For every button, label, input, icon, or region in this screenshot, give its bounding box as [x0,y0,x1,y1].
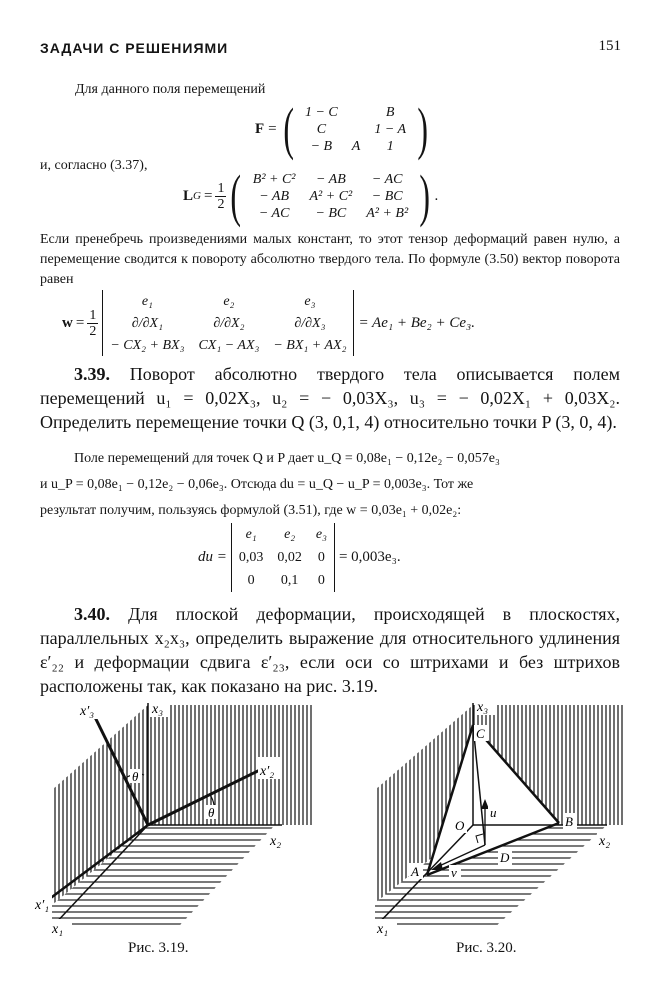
matrix-cell: − BX₁ + AX₂ [273,337,347,353]
right-paren: ) [417,96,429,161]
matrix-cell: − BC [315,205,347,221]
figure-3-19-caption: Рис. 3.19. [128,940,189,956]
matrix-cell: A² + B² [366,205,409,221]
label-x2: x₂ [599,834,611,849]
label-vector-u: u [490,805,497,820]
label-point-a: A [411,864,419,879]
solution-line: и u_P = 0,08e₁ − 0,12e₂ − 0,06e₃. Отсюда du = u_Q − u_P = 0,003e₃. Тот же [40,477,474,492]
matrix-f [298,104,413,155]
matrix-cell: − AB [315,171,346,187]
w-label: w [62,314,73,331]
label-x1: x₁ [377,922,389,937]
basis-vector: e₁ [245,527,257,542]
label-x2: x₂ [270,834,282,849]
basis-vector: e₂ [223,293,235,309]
label-x2-prime: x′₂ [260,764,275,779]
determinant-w [102,290,354,356]
label-point-o: O [455,818,465,833]
label-vector-v: v [451,865,457,880]
solution-3-39 [40,446,620,524]
du-rhs: = 0,003e₃. [338,549,401,565]
matrix-cell: B² + C² [252,171,296,187]
matrix-cell: CX₁ − AX₃ [198,337,260,353]
running-header: ЗАДАЧИ С РЕШЕНИЯМИ [40,40,229,56]
matrix-cell: 1 − C [304,104,338,120]
equation-w: w = $\frac{1}{2}$ e₁ e₂ e₃ ∂/∂X₁ ∂/∂X₂ ∂/∂X₃ − CX₂ + BX₃ CX₁ − AX₃ − BX₁ + AX₂ = Ae₁ + Be₂ + Ce₃. [62,290,475,356]
matrix-f-label: F [255,120,265,137]
equation-du [198,523,401,592]
per-equation-text: и, согласно (3.37), [40,158,148,173]
determinant-du [231,523,335,592]
label-x1-prime: x′₁ [35,898,50,913]
label-x3-prime: x′₃ [80,704,95,719]
matrix-f-equation: F = ( 1 − C B C 1 − A − B A 1 ) [255,96,429,161]
matrix-cell: C [316,121,327,137]
matrix-cell: 1 [386,138,394,154]
basis-vector: e₃ [315,527,327,542]
matrix-lg-subscript: G [193,190,201,202]
matrix-cell: ∂/∂X₂ [213,315,245,331]
matrix-cell: 0,1 [280,573,299,588]
label-theta: θ [132,769,139,784]
label-theta: θ [208,805,215,820]
matrix-cell: 0 [317,550,325,565]
basis-vector: e₃ [304,293,316,309]
matrix-lg-equation: L G = $\frac{1}{2}$ ( B² + C² − AB − AC − AB A² + C² − BC − AC − BC A² + B² ) . [183,163,439,228]
page-number: 151 [598,38,621,54]
problem-text: Для плоской деформации, происходящей в плоскостях, параллельных x₂x₃, определить выражение для относительного удлинения ε′₂₂ и деформации сдвига ε′₂₃, если оси со штрихами и без штрихов расположены так, как показано на рис. 3.19. [40,604,620,696]
du-label: du = [198,549,227,565]
matrix-lg [246,171,415,222]
w-rhs: = Ae₁ + Be₂ + Ce₃. [358,314,475,331]
matrix-cell: 0 [247,573,255,588]
matrix-cell: A² + C² [309,188,353,204]
label-x3: x₃ [477,700,489,715]
matrix-cell: 0,03 [238,550,264,565]
solution-line: результат получим, пользуясь формулой (3.51), где w = 0,03e₁ + 0,02e₂: [40,503,462,518]
matrix-cell: 0,02 [277,550,302,565]
left-paren: ( [230,163,242,228]
matrix-cell: − AC [258,205,290,221]
figure-3-19 [30,695,320,940]
matrix-cell: ∂/∂X₁ [131,315,163,331]
problem-text: Поворот абсолютно твердого тела описывается полем перемещений u₁ = 0,02X₃, u₂ = − 0,03X₃, u₃ = − 0,02X₁ + 0,03X₂. Определить перемещение точки Q (3, 0,1, 4) относительно точки P (3, 0, 4). [40,364,620,432]
matrix-lg-label: L [183,187,194,204]
solution-line: Поле перемещений для точек Q и P дает u_Q = 0,08e₁ − 0,12e₂ − 0,057e₃ [74,451,500,466]
matrix-cell: − AC [371,171,403,187]
problem-number: 3.39. [74,364,110,384]
label-x1: x₁ [52,922,64,937]
right-paren: ) [419,163,431,228]
matrix-cell: − AB [259,188,290,204]
basis-vector: e₂ [284,527,296,542]
matrix-cell: A [351,138,361,154]
intro-text: Для данного поля перемещений [75,82,266,97]
figure-3-20 [345,695,635,940]
matrix-cell: 0 [317,573,325,588]
back-wall [148,705,312,825]
half-fraction: $\frac{1}{2}$ [89,307,97,339]
label-x3: x₃ [152,702,164,717]
matrix-cell: ∂/∂X₃ [294,315,326,331]
matrix-cell: 1 − A [374,121,407,137]
problem-3-40 [40,602,620,698]
paragraph-rotation: Если пренебречь произведениями малых констант, то этот тензор деформаций равен нулю, а перемещение сводится к повороту абсолютно твердого тела. По формуле (3.50) вектор поворота равен [40,232,620,287]
label-point-b: B [565,814,573,829]
matrix-cell: − BC [371,188,403,204]
matrix-cell: B [385,104,395,120]
matrix-cell: − CX₂ + BX₃ [110,337,185,353]
problem-number: 3.40. [74,604,110,624]
label-point-d: D [500,850,510,865]
left-paren: ( [282,96,294,161]
basis-vector: e₁ [141,293,153,309]
problem-3-39 [40,362,620,434]
figure-3-20-caption: Рис. 3.20. [456,940,517,956]
label-point-c: C [476,726,485,741]
matrix-cell: − B [310,138,333,154]
half-fraction: $\frac{1}{2}$ [217,180,225,212]
